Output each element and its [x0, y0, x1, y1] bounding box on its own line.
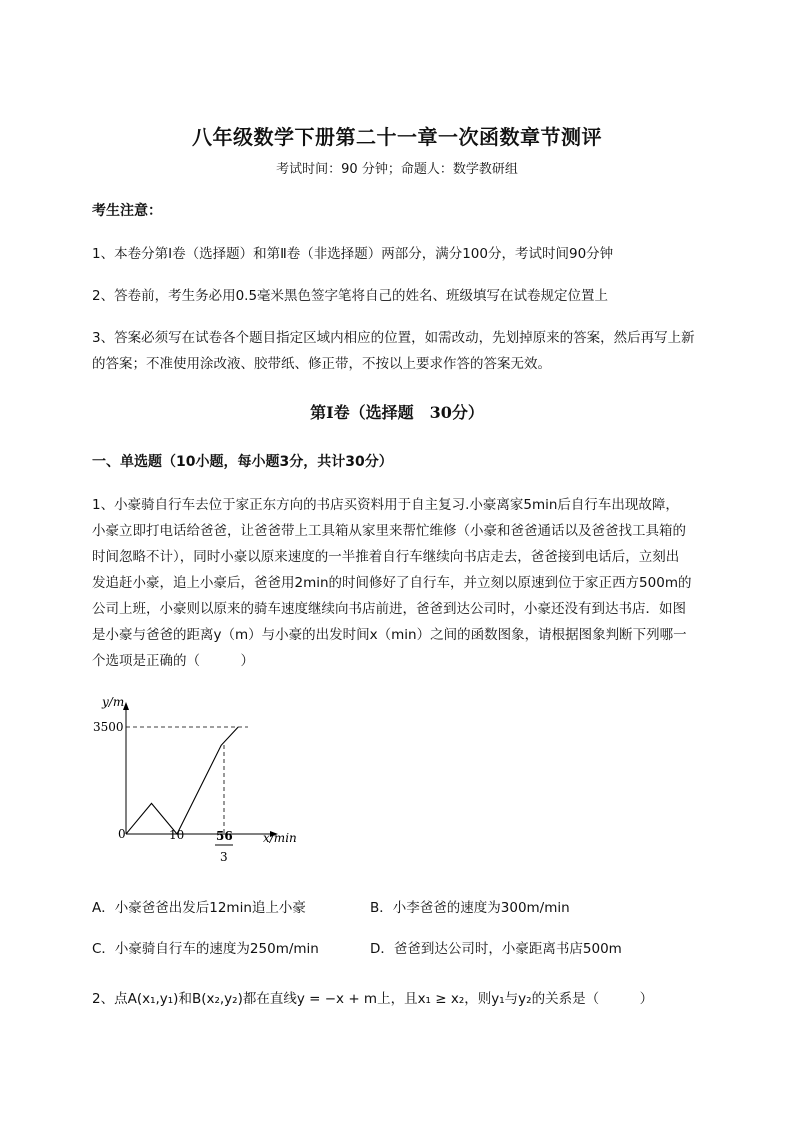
x-axis-label: x/min [263, 831, 297, 845]
question-1-line: 发追赶小豪，追上小豪后，爸爸用2min的时间修好了自行车，并立刻以原速到位于家正西方500m的 [92, 575, 692, 591]
question-1-line: 小豪立即打电话给爸爸，让爸爸带上工具箱从家里来帮忙维修（小豪和爸爸通话以及爸爸找工具箱的 [92, 523, 686, 539]
y-axis-label: y/m [102, 695, 125, 709]
x-tick-label: 56 [216, 829, 233, 843]
page-title: 八年级数学下册第二十一章一次函数章节测评 [192, 125, 602, 149]
y-tick-label: 3500 [93, 720, 124, 734]
section-title: 第I卷（选择题 30分） [310, 403, 484, 422]
notice-item: 的答案；不准使用涂改液、胶带纸、修正带，不按以上要求作答的答案无效。 [92, 356, 551, 372]
option-a[interactable]: A．小豪爸爸出发后12min追上小豪 [92, 900, 306, 916]
notice-item: 2、答卷前，考生务必用0.5毫米黑色签字笔将自己的姓名、班级填写在试卷规定位置上 [92, 288, 609, 304]
question-1-line: 1、小豪骑自行车去位于家正东方向的书店买资料用于自主复习.小豪离家5min后自行车出现故障， [92, 497, 679, 513]
series-line [126, 727, 238, 834]
question-1-line: 是小豪与爸爸的距离y（m）与小豪的出发时间x（min）之间的函数图象，请根据图象判断下列哪一 [92, 627, 687, 643]
notice-item: 1、本卷分第I卷（选择题）和第Ⅱ卷（非选择题）两部分，满分100分，考试时间90分钟 [92, 246, 614, 262]
question-1-line: 时间忽略不计），同时小豪以原来速度的一半推着自行车继续向书店走去，爸爸接到电话后，立刻出 [92, 549, 680, 565]
question-1-line: 公司上班，小豪则以原来的骑车速度继续向书店前进，爸爸到达公司时，小豪还没有到达书店．如图 [92, 601, 686, 617]
question-1-line: 个选项是正确的（ ） [92, 653, 254, 669]
option-d[interactable]: D．爸爸到达公司时，小豪距离书店500m [370, 941, 622, 957]
part-heading: 一、单选题（10小题，每小题3分，共计30分） [92, 454, 393, 470]
notice-heading: 考生注意： [92, 203, 162, 219]
origin-label: 0 [118, 827, 126, 841]
exam-subtitle: 考试时间：90 分钟；命题人：数学教研组 [276, 162, 518, 177]
question-2-text: 2、点A(x₁,y₁)和B(x₂,y₂)都在直线y = −x + m上，且x₁ ≥ x₂，则y₁与y₂的关系是（ ） [92, 991, 654, 1007]
function-graph [90, 690, 330, 875]
option-c[interactable]: C．小豪骑自行车的速度为250m/min [92, 941, 319, 957]
option-b[interactable]: B．小李爸爸的速度为300m/min [370, 900, 570, 916]
x-tick-label: 10 [169, 828, 185, 842]
notice-item: 3、答案必须写在试卷各个题目指定区域内相应的位置，如需改动，先划掉原来的答案，然后再写上新 [92, 330, 695, 346]
x-tick-label: 3 [220, 850, 228, 864]
